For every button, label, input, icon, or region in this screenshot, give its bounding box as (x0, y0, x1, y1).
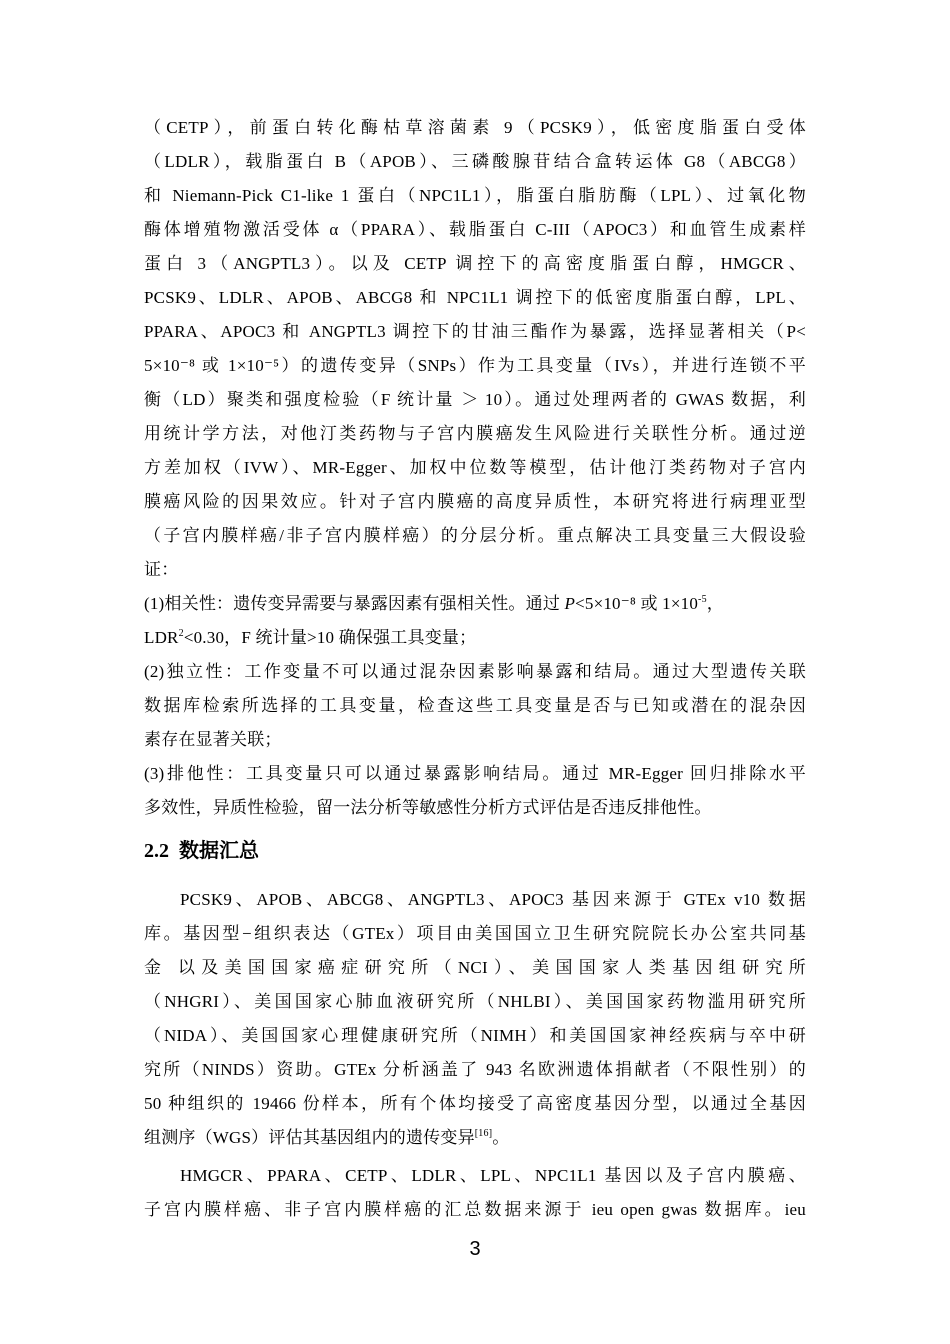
assumption-2-line: 素存在显著关联； (144, 730, 282, 749)
text-line: PCSK9、LDLR、APOB、ABCG8 和 NPC1L1 调控下的低密度脂蛋白醇，LPL、 (144, 288, 806, 307)
text-line: （NIDA）、美国国家心理健康研究所（NIMH）和美国国家神经疾病与卒中研 (144, 1026, 806, 1045)
text-line: 酶体增殖物激活受体 α（PPARA）、载脂蛋白 C-III（APOC3）和血管生成素样 (144, 220, 806, 239)
text-line: 膜癌风险的因果效应。针对子宫内膜癌的高度异质性，本研究将进行病理亚型 (144, 492, 806, 511)
text-line: 衡（LD）聚类和强度检验（F 统计量 ＞ 10）。通过处理两者的 GWAS 数据，利 (144, 390, 806, 409)
text-line: 用统计学方法，对他汀类药物与子宫内膜癌发生风险进行关联性分析。通过逆 (144, 424, 806, 443)
text-span: (1)相关性：遗传变异需要与暴露因素有强相关性。通过 (144, 594, 565, 613)
assumption-3-line: 多效性，异质性检验，留一法分析等敏感性分析方式评估是否违反排他性。 (144, 798, 712, 817)
text-line: 究所（NINDS）资助。GTEx 分析涵盖了 943 名欧洲遗体捐献者（不限性别）的 (144, 1060, 806, 1079)
text-span: 组测序（WGS）评估其基因组内的遗传变异 (144, 1128, 475, 1147)
superscript: 2 (178, 628, 184, 639)
text-span: LDR (144, 628, 179, 647)
text-line: 5×10⁻⁸ 或 1×10⁻⁵）的遗传变异（SNPs）作为工具变量（IVs），并进行连锁不平 (144, 356, 806, 375)
text-span: 。 (492, 1128, 510, 1147)
text-line: 库。基因型−组织表达（GTEx）项目由美国国立卫生研究院院长办公室共同基 (144, 924, 806, 943)
text-span: <0.30，F 统计量>10 确保强工具变量； (183, 628, 477, 647)
text-line: （LDLR），载脂蛋白 B（APOB）、三磷酸腺苷结合盒转运体 G8（ABCG8） (144, 152, 806, 171)
text-line: （子宫内膜样癌/非子宫内膜样癌）的分层分析。重点解决工具变量三大假设验 (144, 526, 806, 545)
text-span: <5×10⁻⁸ 或 1×10 (575, 594, 699, 613)
text-line: PCSK9、APOB、ABCG8、ANGPTL3、APOC3 基因来源于 GTEx v10 数据 (180, 890, 806, 909)
assumption-2-line: (2)独立性：工作变量不可以通过混杂因素影响暴露和结局。通过大型遗传关联 (144, 662, 806, 681)
assumption-3-line: (3)排他性：工具变量只可以通过暴露影响结局。通过 MR-Egger 回归排除水平 (144, 764, 806, 783)
section-number: 2.2 (144, 840, 169, 862)
text-line: 50 种组织的 19466 份样本，所有个体均接受了高密度基因分型，以通过全基因 (144, 1094, 806, 1113)
text-line: HMGCR、PPARA、CETP、LDLR、LPL、NPC1L1 基因以及子宫内膜癌、 (180, 1166, 806, 1185)
section-title: 数据汇总 (179, 838, 259, 862)
assumption-1-line (144, 594, 806, 614)
page-number: 3 (469, 1238, 481, 1260)
text-span: ， (706, 594, 724, 613)
superscript: -5 (698, 594, 707, 605)
text-line: 方差加权（IVW）、MR-Egger、加权中位数等模型，估计他汀类药物对子宫内 (144, 458, 806, 477)
p-symbol: P (564, 594, 576, 613)
text-line: （CETP），前蛋白转化酶枯草溶菌素 9（PCSK9），低密度脂蛋白受体 (144, 118, 806, 137)
text-line: 证： (144, 560, 179, 579)
text-line: 金 以及美国国家癌症研究所（NCI）、美国国家人类基因组研究所 (144, 958, 806, 977)
text-line: 子宫内膜样癌、非子宫内膜样癌的汇总数据来源于 ieu open gwas 数据库。ieu (144, 1200, 806, 1219)
text-line: 蛋白 3（ANGPTL3）。以及 CETP 调控下的高密度脂蛋白醇，HMGCR、 (144, 254, 806, 273)
citation: [16] (474, 1128, 493, 1139)
assumption-2-line: 数据库检索所选择的工具变量，检查这些工具变量是否与已知或潜在的混杂因 (144, 696, 806, 715)
section-heading (144, 838, 259, 863)
text-line: 和 Niemann-Pick C1-like 1 蛋白（NPC1L1），脂蛋白脂肪酶（LPL）、过氧化物 (144, 186, 806, 205)
text-line (144, 1128, 806, 1148)
text-line: （NHGRI）、美国国家心肺血液研究所（NHLBI）、美国国家药物滥用研究所 (144, 992, 806, 1011)
assumption-1-line (144, 628, 806, 648)
text-line: PPARA、APOC3 和 ANGPTL3 调控下的甘油三酯作为暴露，选择显著相关（P< (144, 322, 806, 341)
